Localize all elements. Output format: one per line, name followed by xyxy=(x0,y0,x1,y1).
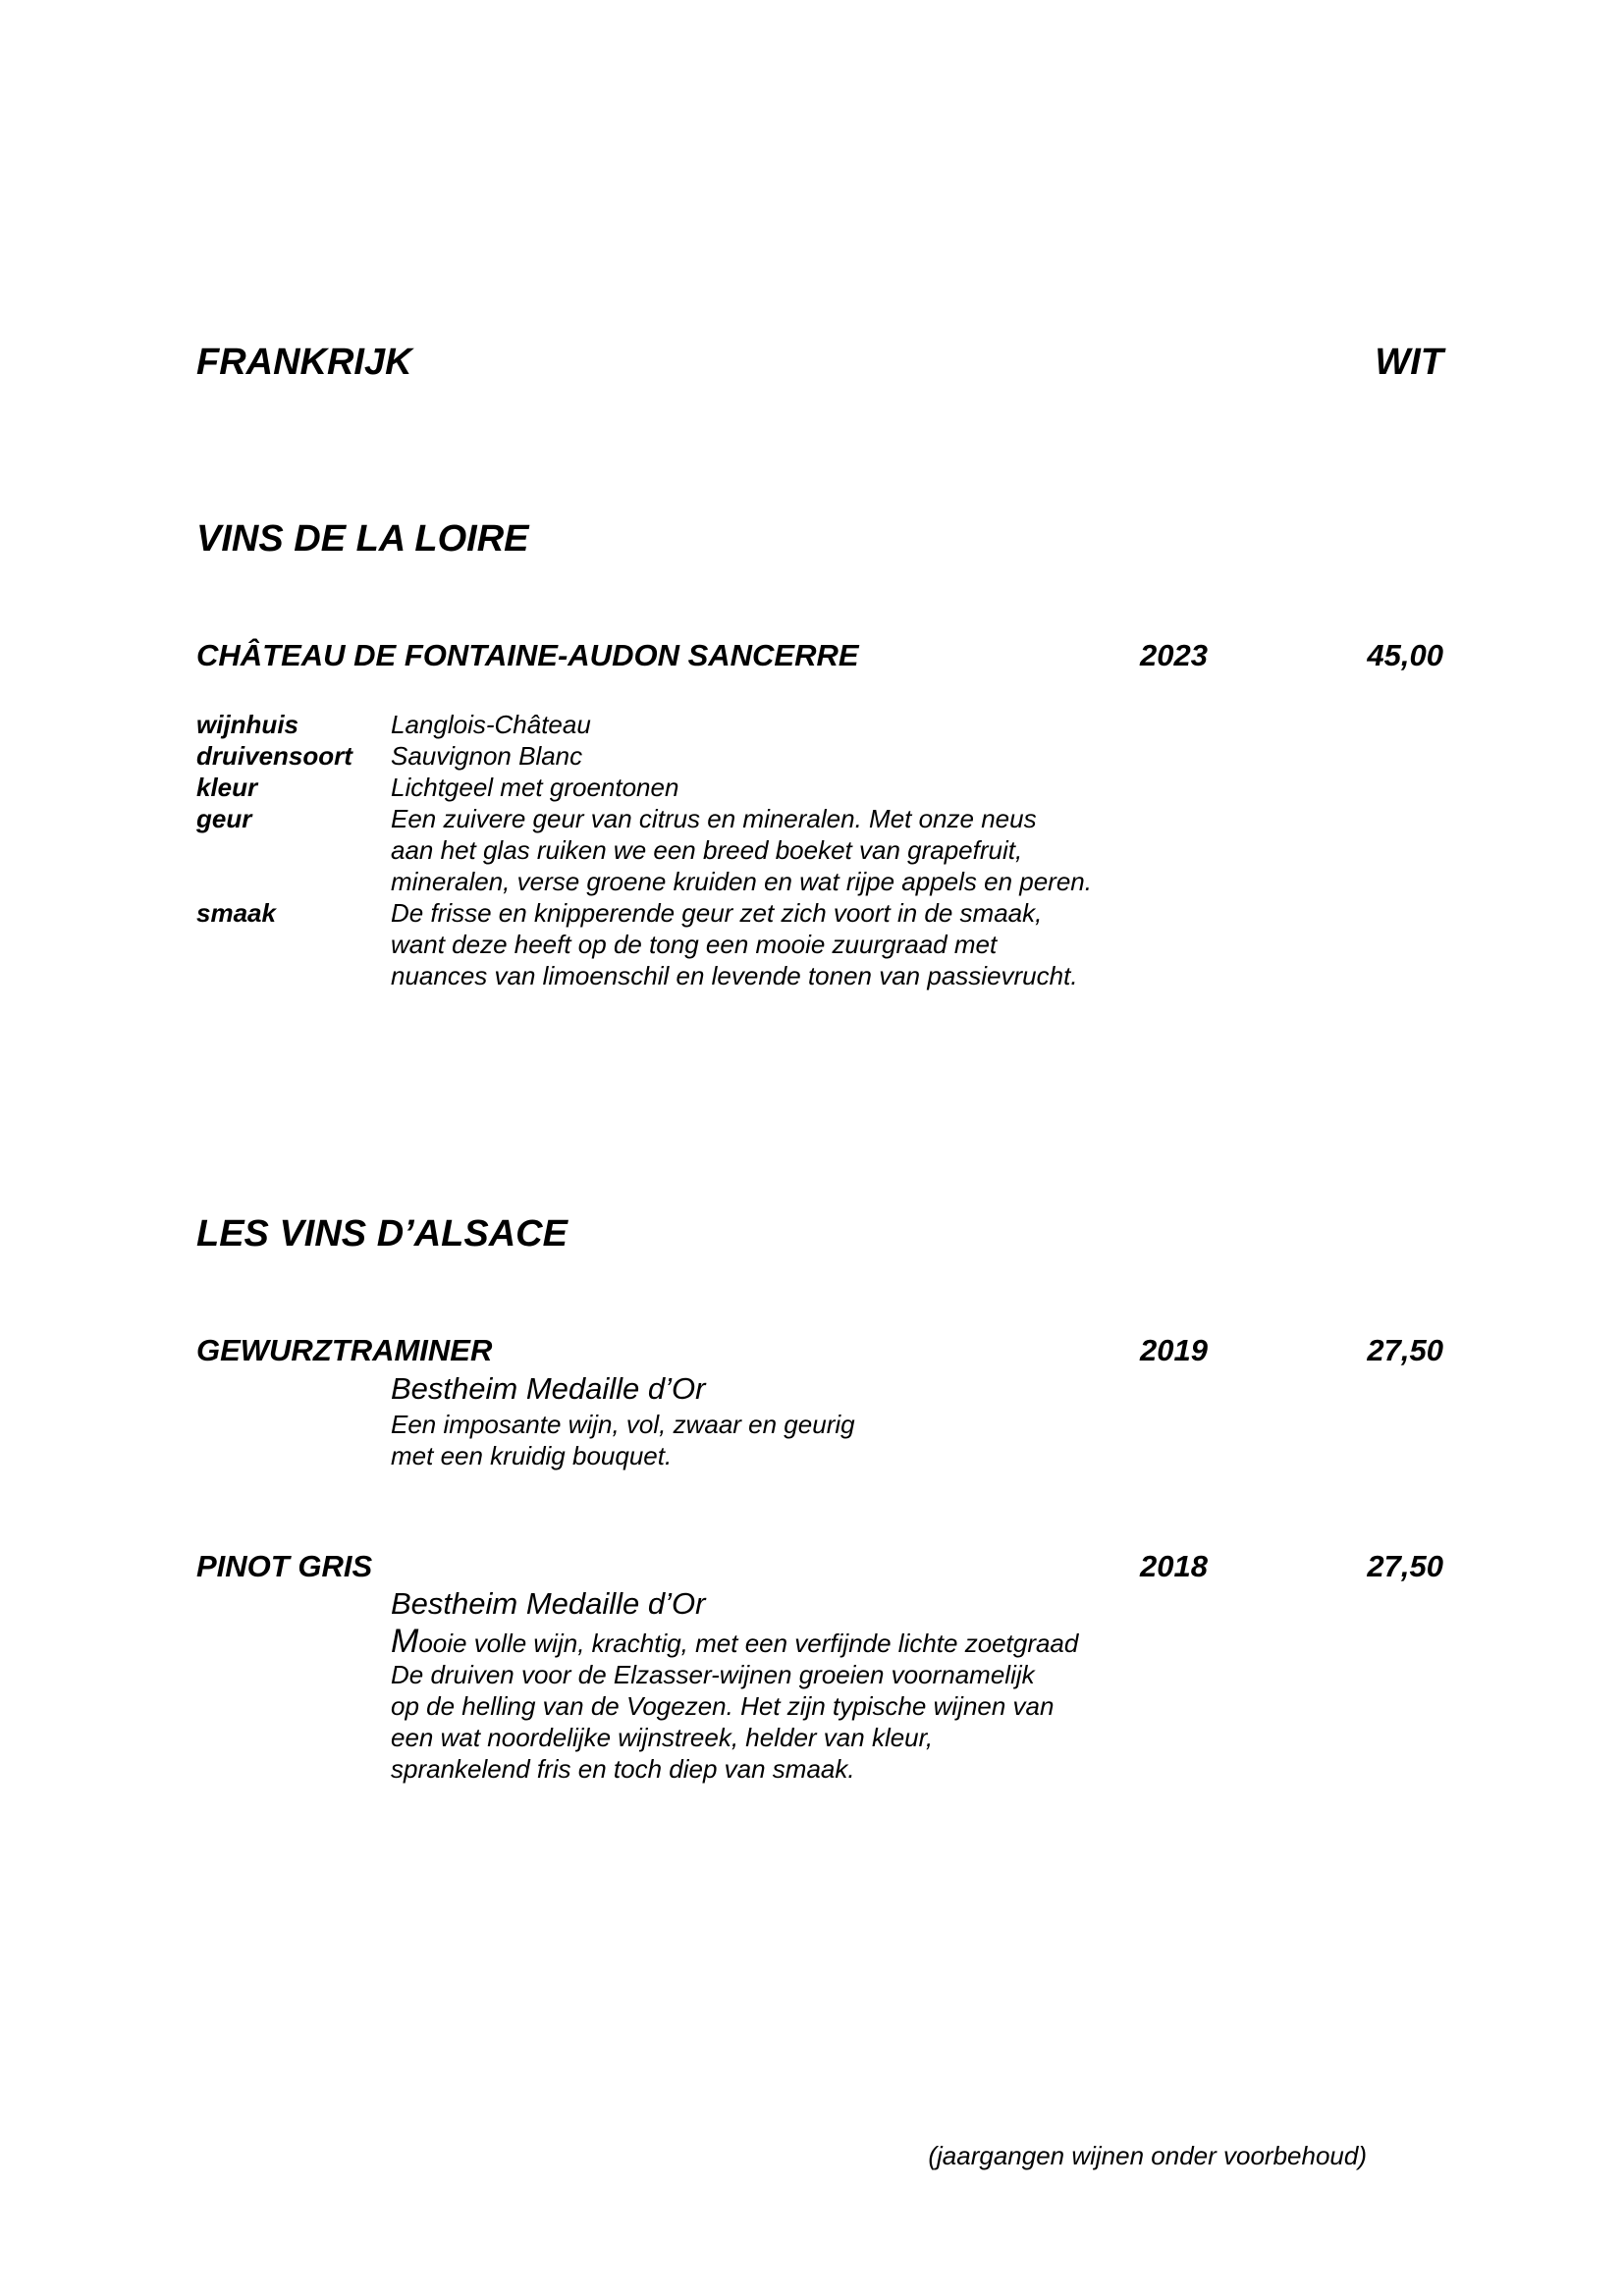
wine-producer: Bestheim Medaille d’Or xyxy=(391,1371,706,1406)
description-text: ooie volle wijn, krachtig, met een verfijnde lichte zoetgraad xyxy=(418,1629,1079,1658)
detail-value: nuances van limoenschil en levende tonen van passievrucht. xyxy=(391,961,1078,990)
wine-year: 2023 xyxy=(1140,638,1208,672)
detail-label: kleur xyxy=(196,773,258,802)
description-line: op de helling van de Vogezen. Het zijn typische wijnen van xyxy=(391,1691,1055,1721)
detail-value: Sauvignon Blanc xyxy=(391,741,583,771)
detail-value: mineralen, verse groene kruiden en wat rijpe appels en peren. xyxy=(391,867,1092,896)
wine-name: CHÂTEAU DE FONTAINE-AUDON SANCERRE xyxy=(196,638,859,672)
detail-value: aan het glas ruiken we een breed boeket van grapefruit, xyxy=(391,835,1023,865)
section-title-alsace: LES VINS D’ALSACE xyxy=(196,1213,568,1255)
drop-cap-letter: M xyxy=(391,1623,419,1660)
description-line: met een kruidig bouquet. xyxy=(391,1441,673,1470)
wine-description xyxy=(391,1623,1079,1785)
description-line: sprankelend fris en toch diep van smaak. xyxy=(391,1754,855,1784)
detail-value: De frisse en knipperende geur zet zich voort in de smaak, xyxy=(391,898,1043,928)
wine-description xyxy=(391,1409,855,1471)
wine-price: 45,00 xyxy=(1367,638,1443,672)
country-heading: FRANKRIJK xyxy=(196,342,412,383)
wine-name: GEWURZTRAMINER xyxy=(196,1333,493,1367)
wine-type-heading: WIT xyxy=(1375,342,1443,383)
description-line: een wat noordelijke wijnstreek, helder van kleur, xyxy=(391,1723,934,1752)
vintage-disclaimer: (jaargangen wijnen onder voorbehoud) xyxy=(928,2141,1367,2170)
wine-price: 27,50 xyxy=(1367,1549,1443,1583)
description-line: Een imposante wijn, vol, zwaar en geurig xyxy=(391,1410,855,1439)
detail-value: Lichtgeel met groentonen xyxy=(391,773,679,802)
wine-price: 27,50 xyxy=(1367,1333,1443,1367)
detail-label: smaak xyxy=(196,898,276,928)
detail-value: Langlois-Château xyxy=(391,710,591,739)
detail-value: Een zuivere geur van citrus en mineralen. Met onze neus xyxy=(391,804,1037,833)
wine-producer: Bestheim Medaille d’Or xyxy=(391,1586,706,1621)
wine-name: PINOT GRIS xyxy=(196,1549,373,1583)
wine-year: 2019 xyxy=(1140,1333,1208,1367)
description-line xyxy=(391,1623,1079,1660)
wine-year: 2018 xyxy=(1140,1549,1208,1583)
description-line: De druiven voor de Elzasser-wijnen groeien voornamelijk xyxy=(391,1660,1035,1689)
detail-value: want deze heeft op de tong een mooie zuurgraad met xyxy=(391,930,998,959)
detail-label: wijnhuis xyxy=(196,710,298,739)
section-title-loire: VINS DE LA LOIRE xyxy=(196,518,529,560)
detail-label: druivensoort xyxy=(196,741,352,771)
detail-label: geur xyxy=(196,804,252,833)
